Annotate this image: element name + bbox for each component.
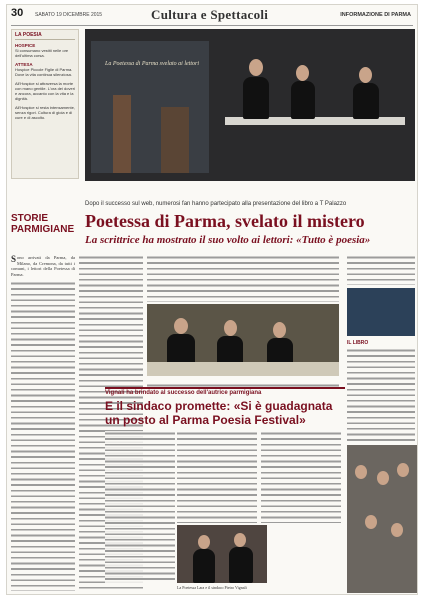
person-head [355, 465, 367, 479]
text-lines [11, 281, 75, 591]
book-sidebar-text [347, 348, 415, 443]
person-head [234, 533, 246, 547]
sidebar-block-heading: ATTESA [15, 62, 33, 67]
sidebar-block-text: All'Hospice si attraversa la morte con mano gentile. L'ora dei doveri e ancora, accanto con la vita e la dignità. [15, 81, 75, 101]
body-column [147, 255, 339, 302]
section-title: Cultura e Spettacoli [151, 7, 269, 22]
speaker-figure [291, 81, 315, 119]
drop-cap: S [11, 255, 17, 264]
speaker-head [249, 59, 263, 76]
newspaper-page [6, 4, 418, 595]
speaker-head [296, 65, 309, 81]
sidebar-block [15, 81, 75, 101]
person-head [198, 535, 210, 549]
sidebar-block [15, 105, 75, 120]
body-column [347, 255, 415, 285]
stage-banner: La Poetessa di Parma svelato ai lettori [105, 61, 199, 67]
speaker-figure [353, 83, 379, 119]
person-head [174, 318, 188, 334]
person-figure [193, 549, 215, 583]
person-head [391, 523, 403, 537]
story-kicker: STORIE PARMIGIANE [11, 213, 75, 235]
text-lines [347, 348, 415, 443]
masthead: INFORMAZIONE DI PARMA [340, 12, 411, 18]
mayor-photo-caption: La Poetessa Lara e il sindaco Pietro Vignali [177, 585, 247, 590]
building-graphic [161, 107, 189, 173]
text-lines [105, 431, 175, 583]
story-headline: Poetessa di Parma, svelato il mistero [85, 211, 365, 231]
table-surface [147, 362, 339, 376]
sidebar-block-text: Si consumano vestiti nelle ore dell'ultima corsa. [15, 48, 69, 58]
person-head [365, 515, 377, 529]
box-headline: E il sindaco promette: «Si è guadagnata un posto al Parma Poesia Festival» [105, 399, 333, 427]
page-number: 30 [11, 7, 24, 19]
box-kicker: Vignali ha brindato al successo dell'autrice parmigiana [105, 390, 262, 396]
person-head [224, 320, 237, 336]
body-column [11, 255, 75, 591]
book-cover-image [347, 288, 415, 336]
sidebar-block [15, 43, 75, 58]
sidebar-block [15, 62, 75, 77]
box-column [177, 431, 257, 523]
event-photo [85, 29, 415, 181]
person-figure [229, 547, 253, 583]
book-sidebar [347, 288, 415, 443]
speaker-head [359, 67, 372, 83]
lead-paragraph: ono arrivati da Parma, da Milano, da Cremona, da tutti i comuni, i lettori della Poetessa di Parma. [11, 255, 75, 277]
speaker-figure [243, 77, 269, 119]
story-subkicker: Dopo il successo sul web, numerosi fan hanno partecipato alla presentazione del libro a T Palazzo [85, 201, 347, 207]
issue-date: SABATO 19 DICEMBRE 2015 [35, 12, 103, 18]
stage-backdrop [91, 41, 209, 173]
box-column [261, 431, 341, 523]
text-lines [177, 431, 257, 523]
text-lines [147, 255, 339, 302]
text-lines [347, 255, 415, 285]
story-deck: La scrittrice ha mostrato il suo volto ai lettori: «Tutto è poesia» [85, 234, 371, 246]
crowd-photo [347, 445, 417, 593]
poem-sidebar [11, 29, 79, 179]
box-column [105, 431, 175, 583]
sidebar-block-text: Hospice Piccole Figlie di Parma. Dove la vita continua silenziosa. [15, 67, 73, 77]
readers-photo [147, 304, 339, 376]
sidebar-block-text: All'Hospice si resta intensamente, senza rigori. Cultura di gioia e di cure e di ascolto. [15, 105, 75, 120]
book-sidebar-heading: IL LIBRO [347, 340, 369, 346]
person-head [397, 463, 409, 477]
tower-graphic [113, 95, 131, 173]
sidebar-block-heading: HOSPICE [15, 43, 36, 48]
sidebar-title: LA POESIA [15, 32, 75, 40]
person-head [273, 322, 286, 338]
mayor-photo [177, 525, 267, 583]
text-lines [261, 431, 341, 523]
page-header [11, 7, 413, 26]
person-head [377, 471, 389, 485]
